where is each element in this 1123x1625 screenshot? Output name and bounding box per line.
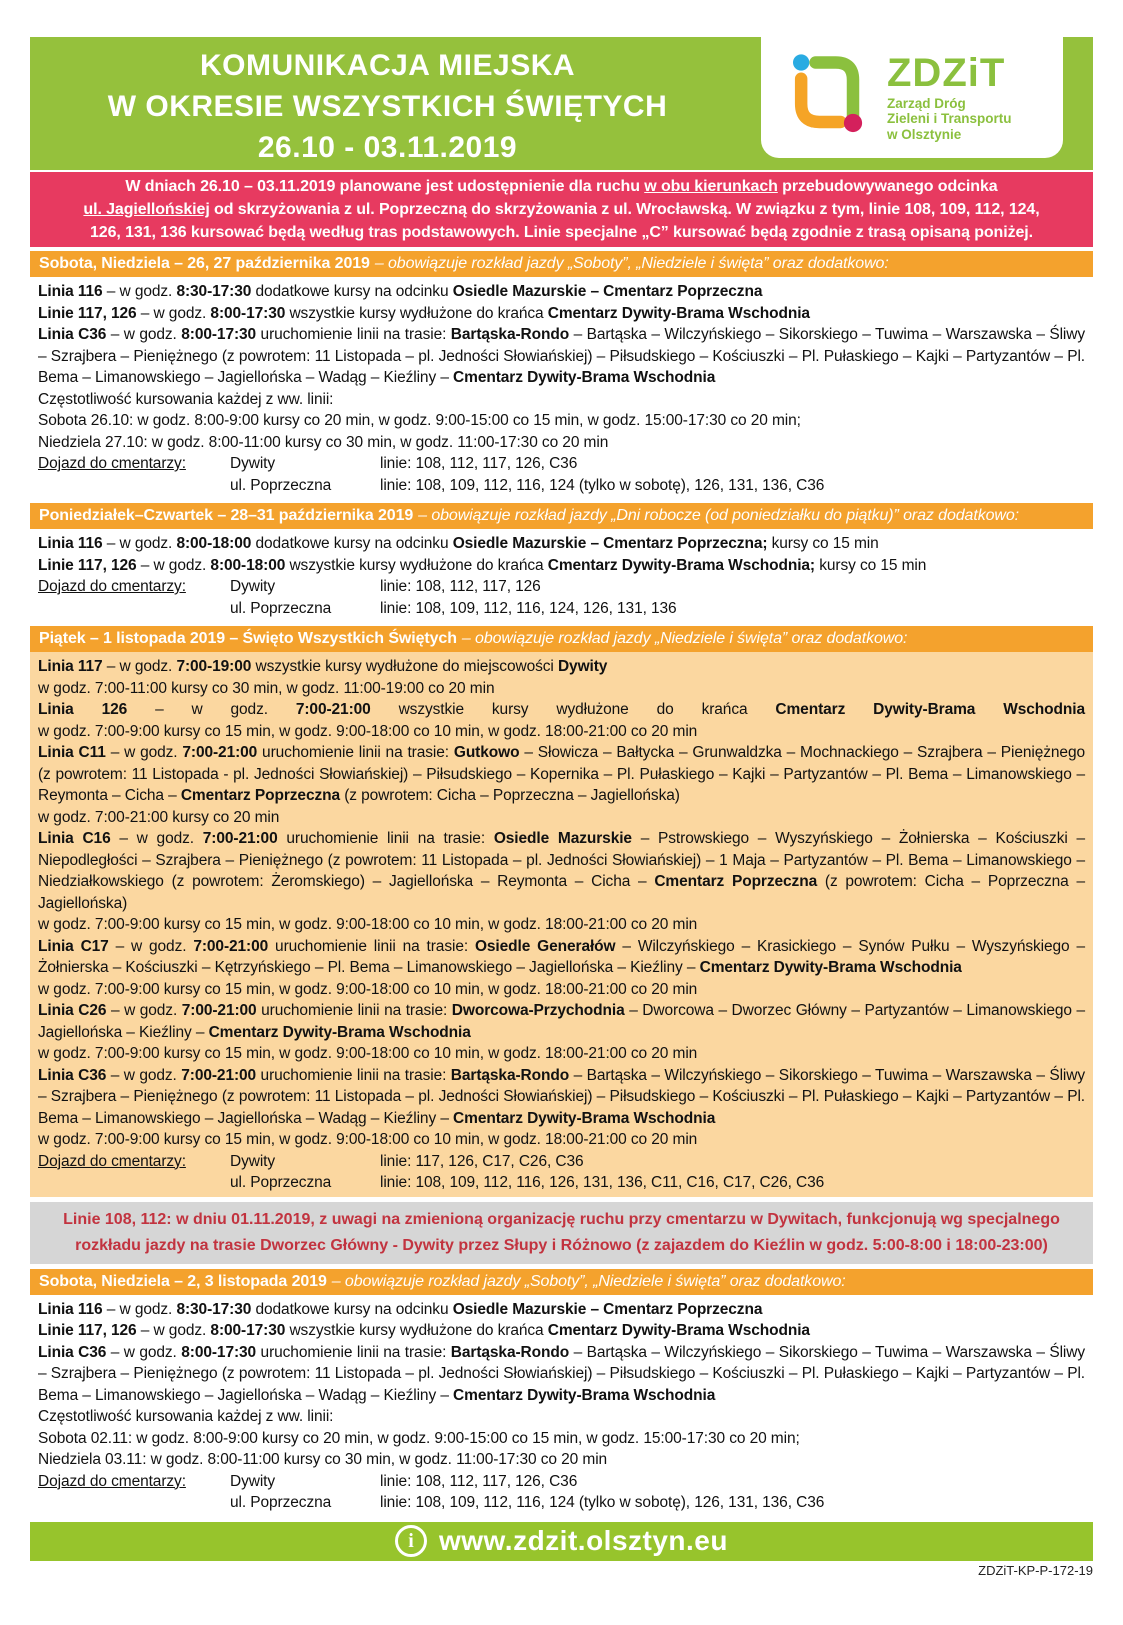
text-segment: uruchomienie linii na trasie:: [256, 1002, 452, 1019]
text-segment: uruchomienie linii na trasie:: [257, 744, 454, 761]
text-segment: – w godz.: [127, 701, 296, 718]
text-segment: 7:00-21:00: [181, 1066, 257, 1084]
body-line: [38, 533, 1085, 555]
body-line: [38, 1342, 1085, 1407]
body-line: [38, 742, 1085, 807]
text-segment: – w godz.: [110, 830, 203, 847]
text-segment: – w godz.: [136, 1322, 211, 1339]
text-segment: – w godz.: [108, 937, 194, 955]
text-segment: Linia C36: [38, 1343, 107, 1361]
text-segment: Linia 116: [38, 1300, 103, 1318]
text-segment: – w godz.: [102, 1300, 177, 1318]
text-segment: Linia 126: [38, 701, 128, 718]
text-segment: Linia 116: [38, 283, 103, 300]
zdzit-logo: [761, 37, 1063, 158]
alert-line: Linie 108, 112: w dniu 01.11.2019, z uwagi na zmienioną organizację ruchu przy cmentarzu w Dywitach, funkcjonują wg specjalnego: [63, 1210, 1060, 1228]
text-segment: 7:00-21:00: [295, 701, 371, 718]
text-segment: 7:00-21:00: [193, 937, 269, 955]
text-segment: w godz. 7:00-9:00 kursy co 15 min, w godz. 9:00-18:00 co 10 min, w godz. 18:00-21:00 co 20 min: [38, 1045, 698, 1062]
text-segment: 126, 131, 136 kursować będą według tras podstawowych. Linie specjalne „C” kursować będą zgodnie z trasą opisaną poniżej.: [90, 224, 1033, 241]
text-segment: Dworcowa-Przychodnia: [451, 1002, 625, 1019]
cemetery-access-label: Dojazd do cmentarzy:: [38, 1472, 186, 1490]
page-title: [30, 37, 745, 168]
schedule-sections: [30, 251, 1093, 1517]
text-segment: uruchomienie linii na trasie:: [256, 1343, 451, 1361]
text-segment: – Dworcowa – Dworzec Główny – Partyzantów – Limanowskiego – Jagiellońska – Kieźliny –: [38, 1002, 1085, 1041]
zdzit-logo-mark-icon: [781, 50, 877, 146]
body-line: [38, 303, 1085, 325]
text-segment: przebudowywanego odcinka: [777, 178, 998, 195]
footer-bar: [30, 1522, 1093, 1561]
text-segment: – w godz.: [106, 1343, 182, 1361]
logo-subtitle: [887, 96, 1012, 143]
logo-sub-line-2: Zieleni i Transportu: [887, 111, 1012, 127]
text-segment: Gutkowo: [453, 744, 520, 761]
body-line: [38, 389, 1085, 411]
text-segment: 8:30-17:30: [176, 1300, 252, 1318]
text-segment: – Bartąska – Wilczyńskiego – Sikorskiego – Tuwima – Warszawska – Śliwy – Szrajbera – Pieniężnego (z powrotem: 11 Listopada – pl. Jedności Słowiańskiej) – Piłsudskiego – Kościuszki – Pl. Pułaskiego – Kajki – Partyzantów – Pl. Bema – Limanowskiego – Jagiellońska – Wadąg – Kieźliny –: [38, 1066, 1086, 1127]
destination-cell: Dywity: [230, 455, 276, 472]
section-header-date: Sobota, Niedziela – 26, 27 października 2019: [39, 255, 370, 272]
lines-cell: linie: 108, 109, 112, 116, 124 (tylko w sobotę), 126, 131, 136, C36: [380, 1494, 825, 1511]
destination-cell: ul. Poprzeczna: [230, 599, 332, 617]
destination-cell: Dywity: [230, 1472, 276, 1490]
text-segment: – w godz.: [105, 744, 183, 761]
special-schedule-alert: [30, 1202, 1093, 1264]
text-segment: Dywity: [557, 658, 608, 675]
cemetery-access-label: Dojazd do cmentarzy:: [38, 1152, 186, 1170]
section-header: [30, 251, 1093, 277]
body-line: [38, 1129, 1085, 1151]
text-segment: Linie 117, 126: [38, 304, 137, 322]
body-line: [38, 555, 1085, 577]
alert-line: rozkładu jazdy na trasie Dworzec Główny - Dywity przez Słupy i Różnowo (z zajazdem do Kieźlin w godz. 5:00-8:00 i 18:00-23:00): [75, 1236, 1048, 1254]
text-segment: Sobota 02.11: w godz. 8:00-9:00 kursy co 20 min, w godz. 9:00-15:00 co 15 min, w godz. 15:00-17:30 co 20 min;: [38, 1429, 800, 1447]
section-header: [30, 626, 1093, 652]
text-segment: (z powrotem: Cicha – Poprzeczna – Jagiellońska): [340, 787, 680, 804]
text-segment: Częstotliwość kursowania każdej z ww. linii:: [38, 390, 334, 408]
lines-cell: linie: 108, 109, 112, 116, 124, 126, 131, 136: [380, 599, 677, 617]
text-segment: kursy co 15 min: [767, 535, 879, 552]
text-segment: – w godz.: [102, 283, 177, 300]
logo-text: [887, 50, 1012, 143]
section-header: [30, 1269, 1093, 1295]
body-line: [38, 807, 1085, 829]
body-line: [38, 1000, 1085, 1043]
text-segment: 8:00-18:00: [176, 535, 252, 552]
text-segment: wszystkie kursy wydłużone do miejscowości: [251, 658, 558, 675]
header-banner: [30, 37, 1093, 170]
text-segment: Niedziela 03.11: w godz. 8:00-11:00 kursy co 30 min, w godz. 11:00-17:30 co 20 min: [38, 1451, 608, 1468]
section-header-date: Sobota, Niedziela – 2, 3 listopada 2019: [39, 1272, 327, 1290]
body-line: [38, 281, 1085, 303]
text-segment: uruchomienie linii na trasie:: [256, 326, 451, 343]
body-line: [38, 721, 1085, 743]
text-segment: – w godz.: [106, 326, 182, 343]
text-segment: Bartąska-Rondo: [450, 326, 570, 343]
text-segment: wszystkie kursy wydłużone do krańca: [285, 304, 548, 322]
document-code: ZDZiT-KP-P-172-19: [978, 1562, 1093, 1578]
destination-cell: ul. Poprzeczna: [230, 476, 332, 494]
body-line: [38, 936, 1085, 979]
text-segment: 7:00-19:00: [176, 658, 252, 675]
text-segment: wszystkie kursy wydłużone do krańca: [285, 1322, 548, 1339]
section-header-note: – obowiązuje rozkład jazdy „Dni robocze (od poniedziałku do piątku)” oraz dodatkowo:: [418, 507, 1019, 524]
text-segment: 8:00-17:30: [181, 1343, 257, 1361]
logo-pink-dot: [844, 113, 862, 131]
table-row: [230, 598, 1085, 620]
text-segment: Cmentarz Dywity-Brama Wschodnia: [453, 1386, 716, 1404]
text-segment: Osiedle Mazurskie – Cmentarz Poprzeczna: [452, 1300, 763, 1318]
section-header-note: – obowiązuje rozkład jazdy „Niedziele i święta” oraz dodatkowo:: [461, 630, 908, 647]
section-header-date: Poniedziałek–Czwartek – 28–31 października 2019: [39, 507, 414, 524]
logo-blue-dot: [793, 54, 809, 70]
cemetery-access-rows: [230, 1151, 1085, 1194]
table-row: [230, 1492, 1085, 1514]
poster-page: [30, 37, 1093, 1579]
logo-sub-line-3: w Olsztynie: [887, 126, 962, 142]
text-segment: W dniach 26.10 – 03.11.2019 planowane jest udostępnienie dla ruchu: [125, 178, 645, 195]
text-segment: – w godz.: [102, 535, 177, 552]
title-line-1: KOMUNIKACJA MIEJSKA: [199, 49, 576, 82]
text-segment: wszystkie kursy wydłużone do krańca: [370, 701, 776, 718]
text-segment: 8:30-17:30: [176, 283, 252, 300]
body-line: [38, 1065, 1085, 1130]
table-row: [230, 1471, 1085, 1493]
body-line: [38, 656, 1085, 678]
body-line: [38, 678, 1085, 700]
text-segment: Cmentarz Poprzeczna: [654, 873, 818, 890]
roadworks-notice: [30, 172, 1093, 247]
text-segment: w godz. 7:00-11:00 kursy co 30 min, w godz. 11:00-19:00 co 20 min: [38, 679, 495, 697]
text-segment: Cmentarz Dywity-Brama Wschodnia;: [547, 556, 815, 574]
table-row: [230, 475, 1085, 497]
text-segment: od skrzyżowania z ul. Poprzeczną do skrzyżowania z ul. Wrocławską. W związku z tym, linie 108, 109, 112, 124,: [209, 201, 1040, 218]
text-segment: dodatkowe kursy na odcinku: [251, 535, 453, 552]
text-segment: Cmentarz Dywity-Brama Wschodnia: [208, 1023, 471, 1041]
text-segment: Cmentarz Dywity-Brama Wschodnia: [775, 701, 1085, 718]
text-segment: Osiedle Mazurskie: [493, 830, 632, 847]
text-segment: uruchomienie linii na trasie:: [268, 937, 475, 955]
text-segment: Linia C11: [38, 744, 106, 761]
section-header-note: – obowiązuje rozkład jazdy „Soboty”, „Niedziele i święta” oraz dodatkowo:: [374, 255, 889, 272]
text-segment: Linia C17: [38, 937, 109, 955]
body-line: [38, 1428, 1085, 1450]
text-segment: – Bartąska – Wilczyńskiego – Sikorskiego – Tuwima – Warszawska – Śliwy – Szrajbera – Pieniężnego (z powrotem: 11 Listopada – pl. Jedności Słowiańskiej) – Piłsudskiego – Kościuszki – Pl. Pułaskiego – Kajki – Partyzantów – Pl. Bema – Limanowskiego – Jagiellońska – Wadąg – Kieźliny –: [38, 326, 1086, 386]
text-segment: Osiedle Generałów: [474, 937, 616, 955]
text-segment: w godz. 7:00-9:00 kursy co 15 min, w godz. 9:00-18:00 co 10 min, w godz. 18:00-21:00 co 20 min: [38, 980, 698, 998]
text-segment: Sobota 26.10: w godz. 8:00-9:00 kursy co 20 min, w godz. 9:00-15:00 co 15 min, w godz. 15:00-17:30 co 20 min;: [38, 412, 801, 429]
text-segment: – w godz.: [106, 1066, 182, 1084]
section-body: [30, 652, 1093, 1197]
text-segment: 8:00-18:00: [210, 556, 286, 574]
text-segment: Osiedle Mazurskie – Cmentarz Poprzeczna;: [452, 535, 768, 552]
footer-url: www.zdzit.olsztyn.eu: [439, 1525, 728, 1556]
lines-cell: linie: 108, 112, 117, 126: [380, 578, 541, 595]
cemetery-access-table: [38, 1151, 1085, 1194]
text-segment: Bartąska-Rondo: [450, 1343, 570, 1361]
text-segment: – Bartąska – Wilczyńskiego – Sikorskiego – Tuwima – Warszawska – Śliwy – Szrajbera – Pieniężnego (z powrotem: 11 Listopada – pl. Jedności Słowiańskiej) – Piłsudskiego – Kościuszki – Pl. Pułaskiego – Kajki – Partyzantów – Pl. Bema – Limanowskiego – Jagiellońska – Wadąg – Kieźliny –: [38, 1343, 1086, 1404]
text-segment: (z powrotem: Cicha – Poprzeczna – Jagiellońska): [38, 873, 1086, 912]
section-body: [30, 529, 1093, 622]
body-line: [38, 432, 1085, 454]
text-segment: Linie 117, 126: [38, 556, 137, 574]
destination-cell: Dywity: [230, 578, 276, 595]
section-header: [30, 503, 1093, 529]
text-segment: Linia C36: [38, 326, 107, 343]
text-segment: – w godz.: [106, 1002, 182, 1019]
destination-cell: ul. Poprzeczna: [230, 1174, 332, 1191]
text-segment: uruchomienie linii na trasie:: [256, 1066, 451, 1084]
lines-cell: linie: 108, 112, 117, 126, C36: [380, 1472, 578, 1490]
text-segment: 8:00-17:30: [210, 1322, 286, 1339]
text-segment: Linia 117: [38, 658, 103, 675]
text-segment: Linie 117, 126: [38, 1322, 137, 1339]
text-segment: Cmentarz Dywity-Brama Wschodnia: [699, 959, 962, 976]
text-segment: Linia 116: [38, 535, 103, 552]
text-segment: kursy co 15 min: [815, 556, 927, 574]
text-segment: Częstotliwość kursowania każdej z ww. linii:: [38, 1408, 334, 1425]
table-row: [230, 1151, 1085, 1173]
body-line: [38, 1406, 1085, 1428]
destination-cell: Dywity: [230, 1152, 276, 1170]
text-segment: Cmentarz Dywity-Brama Wschodnia: [453, 369, 716, 386]
text-segment: Linia C26: [38, 1002, 107, 1019]
text-segment: 7:00-21:00: [181, 1002, 257, 1019]
cemetery-access-table: [38, 453, 1085, 496]
info-icon: i: [395, 1525, 427, 1557]
body-line: [38, 979, 1085, 1001]
body-line: [38, 828, 1085, 914]
body-line: [38, 324, 1085, 389]
notice-line: [38, 175, 1085, 198]
title-line-2: W OKRESIE WSZYSTKICH ŚWIĘTYCH: [107, 90, 668, 123]
lines-cell: linie: 117, 126, C17, C26, C36: [380, 1152, 584, 1170]
table-row: [230, 453, 1085, 475]
title-line-3: 26.10 - 03.11.2019: [257, 131, 518, 164]
text-segment: Cmentarz Dywity-Brama Wschodnia: [547, 304, 810, 322]
text-segment: – w godz.: [102, 658, 177, 675]
notice-line: [38, 221, 1085, 244]
text-segment: – Wilczyńskiego – Krasickiego – Synów Pułku – Wyszyńskiego – Żołnierska – Kościuszki – Kętrzyńskiego – Pl. Bema – Limanowskiego – Jagiellońska – Kieźliny –: [38, 937, 1085, 976]
logo-sub-line-1: Zarząd Dróg: [887, 95, 966, 111]
lines-cell: linie: 108, 109, 112, 116, 124 (tylko w sobotę), 126, 131, 136, C36: [380, 476, 825, 494]
text-segment: dodatkowe kursy na odcinku: [251, 283, 453, 300]
body-line: [38, 1299, 1085, 1321]
text-segment: 7:00-21:00: [202, 830, 278, 847]
text-segment: – Pstrowskiego – Wyszyńskiego – Żołnierska – Kościuszki – Niepodległości – Szrajbera – Pieniężnego (z powrotem: 11 Listopada – pl. Jedności Słowiańskiej) – 1 Maja – Partyzantów – Pl. Bema – Limanowskiego – Niedziałkowskiego (z powrotem: Żeromskiego) – Jagiellońska – Reymonta – Cicha –: [38, 830, 1086, 890]
table-row: [230, 576, 1085, 598]
text-segment: dodatkowe kursy na odcinku: [251, 1300, 453, 1318]
table-row: [230, 1172, 1085, 1194]
text-segment: – Słowicza – Bałtycka – Grunwaldzka – Mochnackiego – Szrajbera – Pieniężnego (z powrotem: 11 Listopada - pl. Jedności Słowiańskiej) – Piłsudskiego – Kopernika – Pl. Pułaskiego – Kajki – Partyzantów – Pl. Bema – Limanowskiego – Reymonta – Cicha –: [38, 744, 1085, 804]
logo-name: ZDZiT: [887, 50, 1006, 95]
cemetery-access-table: [38, 1471, 1085, 1514]
text-segment: Linia C16: [38, 830, 111, 847]
section-header-note: – obowiązuje rozkład jazdy „Soboty”, „Niedziele i święta” oraz dodatkowo:: [331, 1272, 846, 1290]
text-segment: Bartąska-Rondo: [450, 1066, 570, 1084]
text-segment: Cmentarz Dywity-Brama Wschodnia: [453, 1109, 716, 1127]
text-segment: – w godz.: [136, 304, 211, 322]
text-segment: w godz. 7:00-9:00 kursy co 15 min, w godz. 9:00-18:00 co 10 min, w godz. 18:00-21:00 co 20 min: [38, 916, 698, 933]
cemetery-access-rows: [230, 576, 1085, 619]
lines-cell: linie: 108, 112, 117, 126, C36: [380, 455, 578, 472]
text-segment: Cmentarz Poprzeczna: [180, 787, 341, 804]
text-segment: Linia C36: [38, 1066, 107, 1084]
body-line: [38, 1320, 1085, 1342]
body-line: [38, 914, 1085, 936]
cemetery-access-label: Dojazd do cmentarzy:: [38, 455, 186, 472]
text-segment: Osiedle Mazurskie – Cmentarz Poprzeczna: [452, 283, 763, 300]
text-segment: w godz. 7:00-9:00 kursy co 15 min, w godz. 9:00-18:00 co 10 min, w godz. 18:00-21:00 co 20 min: [38, 1131, 698, 1148]
text-segment: wszystkie kursy wydłużone do krańca: [285, 556, 548, 574]
text-segment: w godz. 7:00-9:00 kursy co 15 min, w godz. 9:00-18:00 co 10 min, w godz. 18:00-21:00 co 20 min: [38, 722, 698, 740]
cemetery-access-rows: [230, 453, 1085, 496]
cemetery-access-rows: [230, 1471, 1085, 1514]
cemetery-access-table: [38, 576, 1085, 619]
body-line: [38, 1043, 1085, 1065]
body-line: [38, 1449, 1085, 1471]
section-body: [30, 277, 1093, 499]
text-segment: w godz. 7:00-21:00 kursy co 20 min: [38, 808, 280, 826]
notice-line: [38, 198, 1085, 221]
text-segment: uruchomienie linii na trasie:: [277, 830, 494, 847]
destination-cell: ul. Poprzeczna: [230, 1494, 332, 1511]
text-segment: Niedziela 27.10: w godz. 8:00-11:00 kursy co 30 min, w godz. 11:00-17:30 co 20 min: [38, 433, 609, 451]
text-segment: Cmentarz Dywity-Brama Wschodnia: [547, 1322, 810, 1339]
section-header-date: Piątek – 1 listopada 2019 – Święto Wszystkich Świętych: [39, 630, 457, 647]
text-segment: – w godz.: [136, 556, 211, 574]
text-segment: w obu kierunkach: [644, 178, 778, 195]
body-line: [38, 410, 1085, 432]
lines-cell: linie: 108, 109, 112, 116, 126, 131, 136, C11, C16, C17, C26, C36: [380, 1174, 825, 1191]
body-line: [38, 699, 1085, 721]
text-segment: 8:00-17:30: [210, 304, 286, 322]
text-segment: ul. Jagiellońskiej: [83, 201, 210, 218]
cemetery-access-label: Dojazd do cmentarzy:: [38, 578, 186, 595]
text-segment: 7:00-21:00: [182, 744, 258, 761]
section-body: [30, 1295, 1093, 1517]
text-segment: 8:00-17:30: [181, 326, 257, 343]
